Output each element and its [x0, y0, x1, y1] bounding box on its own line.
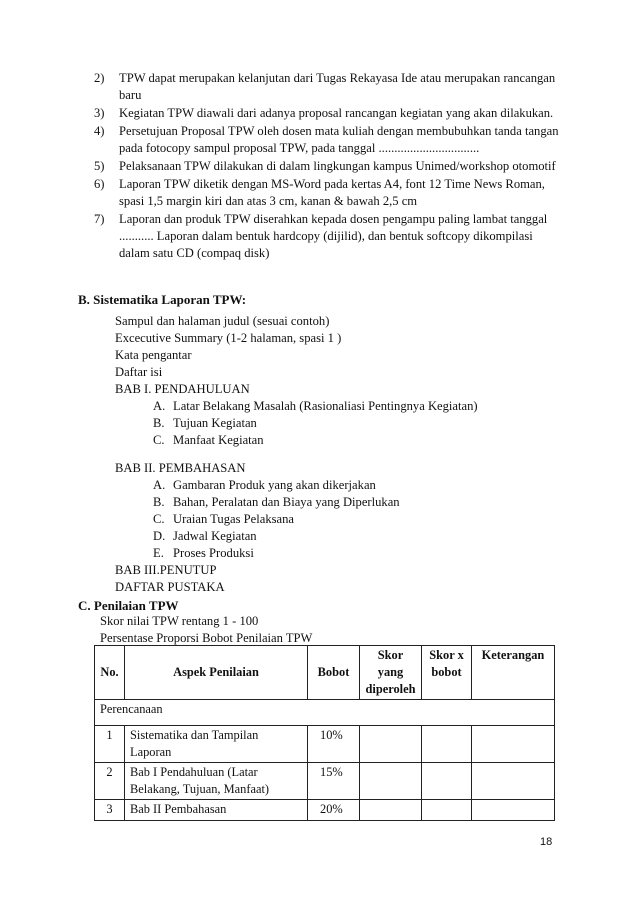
header-no: No.	[95, 646, 125, 700]
outline-line: Kata pengantar	[115, 348, 192, 362]
list-item: 7) Laporan dan produk TPW diserahkan kepada dosen pengampu paling lambat tanggal ........... Laporan dalam bentuk hardcopy (dijilid), dan bentuk softcopy dikompilasi dalam satu CD (compaq disk)	[94, 212, 548, 260]
list-item: 2) TPW dapat merupakan kelanjutan dari Tugas Rekayasa Ide atau merupakan rancangan baru	[94, 71, 556, 102]
list-item: 6) Laporan TPW diketik dengan MS-Word pada kertas A4, font 12 Time News Roman, spasi 1,5 margin kiri dan atas 3 cm, kanan & bawah 2,5 cm	[94, 177, 545, 208]
report-outline	[115, 313, 565, 596]
bab1-title: BAB I. PENDAHULUAN	[115, 382, 250, 396]
page-number: 18	[540, 836, 553, 848]
table-row: 3 Bab II Pembahasan 20%	[95, 800, 555, 821]
outline-subitem: A. Latar Belakang Masalah (Rasionaliasi Pentingnya Kegiatan)	[153, 399, 478, 413]
score-range-text: Skor nilai TPW rentang 1 - 100	[100, 614, 259, 628]
header-skor-x-bobot: Skor x bobot	[422, 646, 472, 700]
bab3-title: BAB III.PENUTUP	[115, 563, 217, 577]
section-b-heading: B. Sistematika Laporan TPW:	[78, 292, 247, 307]
table-row: 2 Bab I Pendahuluan (Latar Belakang, Tujuan, Manfaat) 15%	[95, 763, 555, 800]
outline-subitem: E. Proses Produksi	[153, 546, 254, 560]
section-c-heading: C. Penilaian TPW	[78, 598, 179, 613]
weight-proportion-text: Persentase Proporsi Bobot Penilaian TPW	[100, 631, 313, 645]
bab2-title: BAB II. PEMBAHASAN	[115, 461, 246, 475]
table-group-row	[95, 700, 555, 726]
outline-line: Daftar isi	[115, 365, 163, 379]
outline-subitem: C. Uraian Tugas Pelaksana	[153, 512, 295, 526]
list-item: 5) Pelaksanaan TPW dilakukan di dalam lingkungan kampus Unimed/workshop otomotif	[94, 159, 556, 173]
assessment-table	[94, 645, 555, 821]
daftar-pustaka: DAFTAR PUSTAKA	[115, 580, 225, 594]
outline-subitem: C. Manfaat Kegiatan	[153, 433, 264, 447]
requirements-list	[94, 70, 564, 263]
list-item: 4) Persetujuan Proposal TPW oleh dosen mata kuliah dengan membubuhkan tanda tangan pada fotocopy sampul proposal TPW, pada tanggal ................................	[94, 124, 559, 155]
outline-subitem: B. Tujuan Kegiatan	[153, 416, 257, 430]
outline-subitem: A. Gambaran Produk yang akan dikerjakan	[153, 478, 376, 492]
table-row: 1 Sistematika dan Tampilan Laporan 10%	[95, 726, 555, 763]
list-item: 3) Kegiatan TPW diawali dari adanya proposal rancangan kegiatan yang akan dilakukan.	[94, 106, 554, 120]
group-perencanaan: Perencanaan	[95, 700, 555, 726]
table-header-row	[95, 646, 555, 700]
header-bobot: Bobot	[308, 646, 360, 700]
outline-line: Sampul dan halaman judul (sesuai contoh)	[115, 314, 330, 328]
outline-subitem: B. Bahan, Peralatan dan Biaya yang Diperlukan	[153, 495, 400, 509]
outline-line: Excecutive Summary (1-2 halaman, spasi 1 )	[115, 331, 342, 345]
header-skor: Skor yang diperoleh	[360, 646, 422, 700]
header-aspek: Aspek Penilaian	[125, 646, 308, 700]
header-keterangan: Keterangan	[472, 646, 555, 700]
outline-subitem: D. Jadwal Kegiatan	[153, 529, 257, 543]
